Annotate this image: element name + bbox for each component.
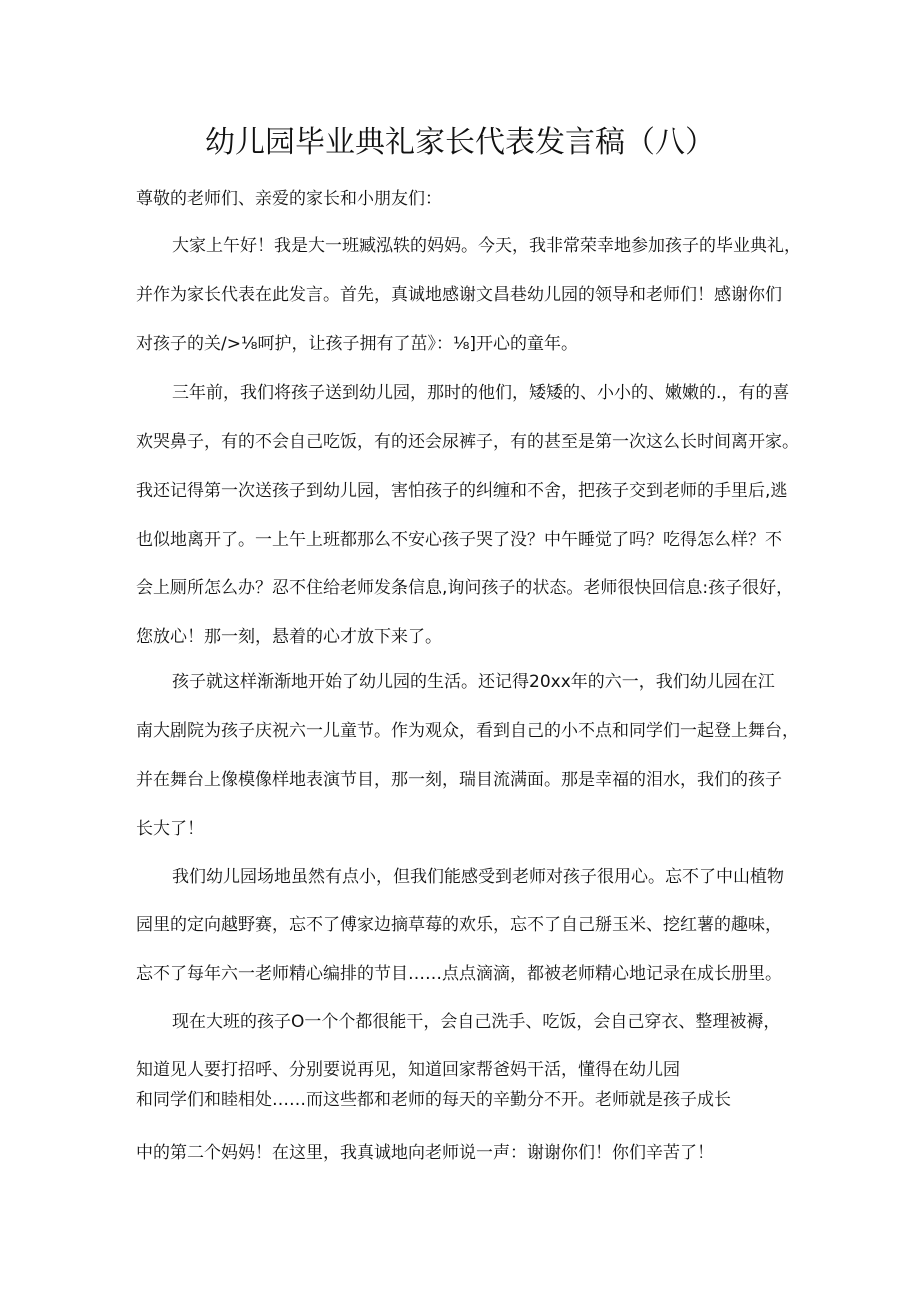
paragraph-line: 会上厕所怎么办？忍不住给老师发条信息,询问孩子的状态。老师很快回信息:孩子很好， — [136, 578, 794, 598]
paragraph-line: 现在大班的孩子O一个个都很能干，会自己洗手、吃饭，会自己穿衣、整理被褥， — [172, 1012, 781, 1032]
paragraph-line: 和同学们和睦相处……而这些都和老师的每天的辛勤分不开。老师就是孩子成长 — [136, 1090, 731, 1110]
paragraph-line: 孩子就这样渐渐地开始了幼儿园的生活。还记得20xx年的六一，我们幼儿园在江 — [172, 672, 775, 692]
paragraph-line: 知道见人要打招呼、分别要说再见，知道回家帮爸妈干活，懂得在幼儿园 — [136, 1060, 680, 1080]
paragraph-line: 园里的定向越野赛，忘不了傅家边摘草莓的欢乐，忘不了自己掰玉米、挖红薯的趣味， — [136, 915, 782, 935]
paragraph-line: 忘不了每年六一老师精心编排的节目……点点滴滴，都被老师精心地记录在成长册里。 — [136, 964, 782, 984]
paragraph-line: 并作为家长代表在此发言。首先，真诚地感谢文昌巷幼儿园的领导和老师们！感谢你们 — [136, 285, 782, 305]
salutation: 尊敬的老师们、亲爱的家长和小朋友们： — [136, 189, 442, 209]
paragraph-line: 中的第二个妈妈！在这里，我真诚地向老师说一声：谢谢你们！你们辛苦了！ — [136, 1143, 714, 1163]
paragraph-line: 并在舞台上像模像样地表演节目，那一刻，瑞目流满面。那是幸福的泪水，我们的孩子 — [136, 770, 782, 790]
document-title: 幼儿园毕业典礼家长代表发言稿（八） — [205, 125, 715, 160]
paragraph-line: 长大了！ — [136, 819, 204, 839]
paragraph-line: 欢哭鼻子，有的不会自己吃饭，有的还会尿裤子，有的甚至是第一次这么长时间离开家。 — [136, 432, 799, 452]
paragraph-line: 我还记得第一次送孩子到幼儿园，害怕孩子的纠缠和不舍，把孩子交到老师的手里后,逃 — [136, 481, 788, 501]
paragraph-line: 也似地离开了。一上午上班都那么不安心孩子哭了没？中午睡觉了吗？吃得怎么样？不 — [136, 530, 782, 550]
paragraph-line: 大家上午好！我是大一班臧泓轶的妈妈。今天，我非常荣幸地参加孩子的毕业典礼， — [172, 236, 801, 256]
paragraph-line: 您放心！那一刻，悬着的心才放下来了。 — [136, 627, 442, 647]
paragraph-line: 三年前，我们将孩子送到幼儿园，那时的他们，矮矮的、小小的、嫩嫩的.，有的喜 — [172, 383, 790, 403]
paragraph-line: 我们幼儿园场地虽然有点小，但我们能感受到老师对孩子很用心。忘不了中山植物 — [172, 867, 784, 887]
paragraph-line: 南大剧院为孩子庆祝六一儿童节。作为观众，看到自己的小不点和同学们一起登上舞台， — [136, 721, 799, 741]
paragraph-line: 对孩子的关/>⅛呵护，让孩子拥有了茁》：⅛]开心的童年。 — [136, 334, 579, 354]
